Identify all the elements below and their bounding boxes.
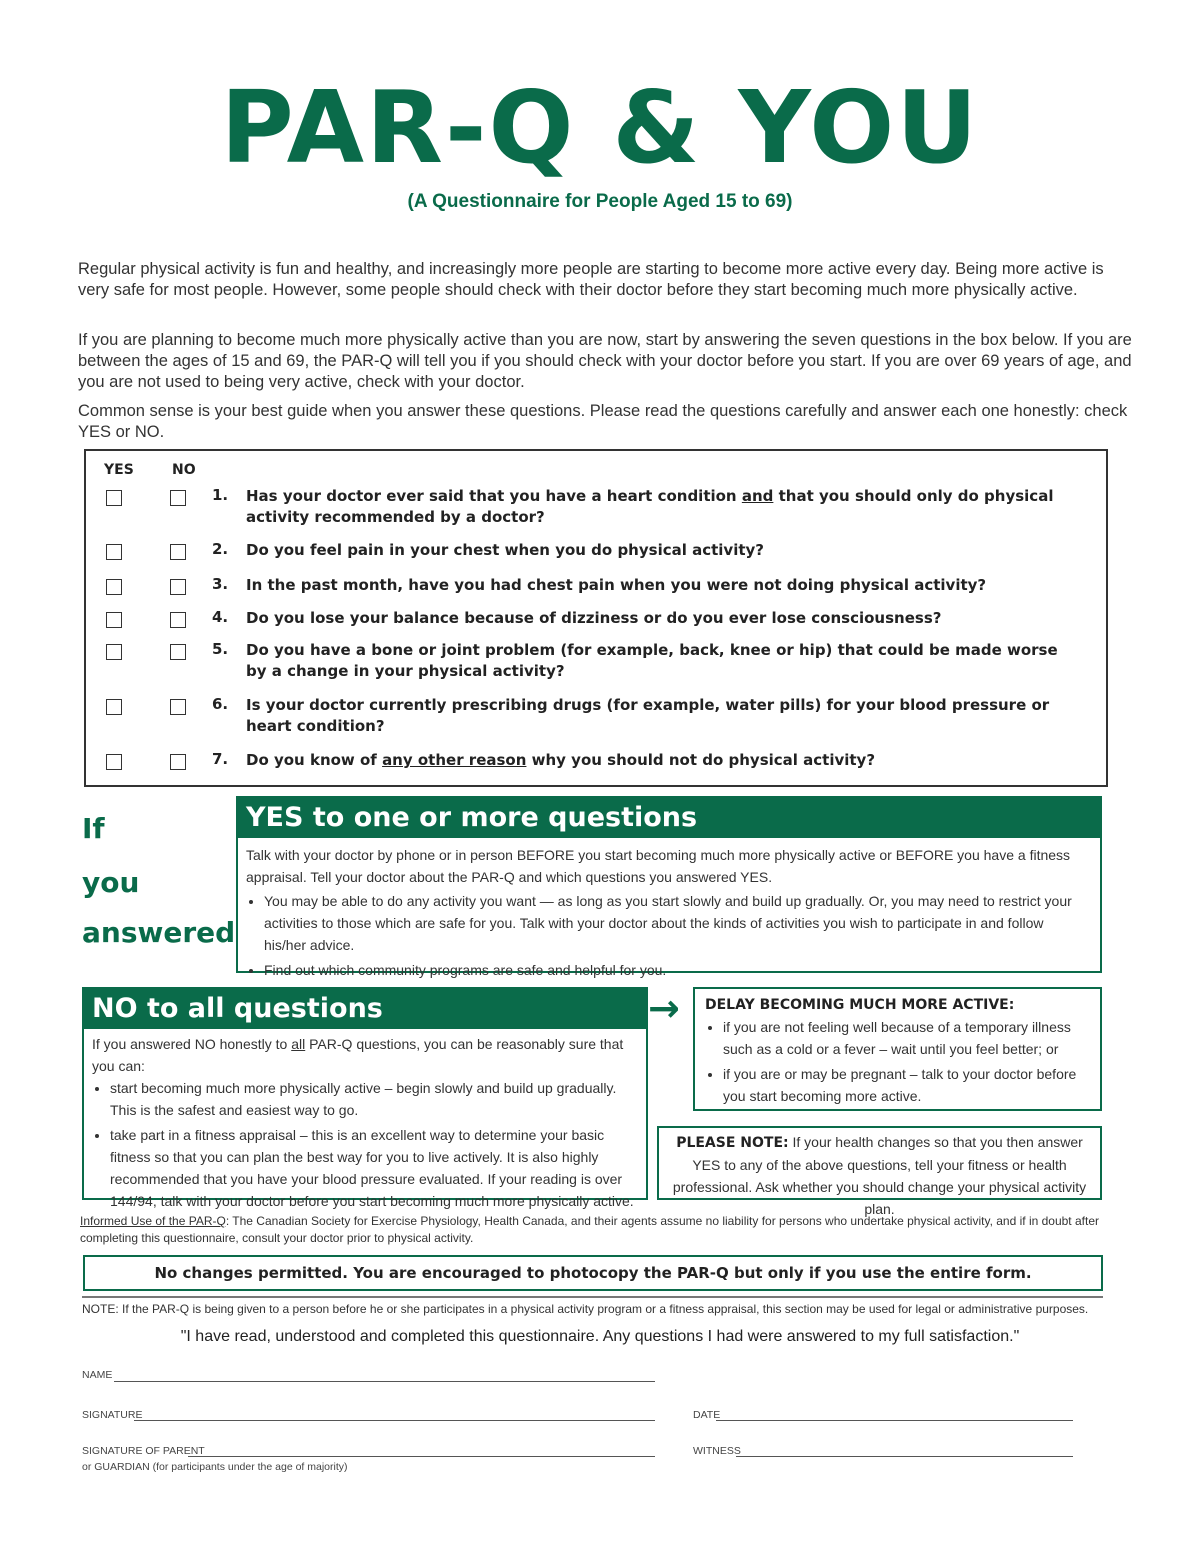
name-label: NAME xyxy=(82,1369,113,1381)
question-text-part: that you should only do physical activity recommended by a doctor? xyxy=(246,487,1054,526)
date-field[interactable] xyxy=(716,1420,1073,1421)
no-panel-intro-post: PAR-Q questions, you can be reasonably sure that you can: xyxy=(92,1036,624,1074)
question-text-part: Has your doctor ever said that you have a heart condition xyxy=(246,487,742,505)
legal-note: NOTE: If the PAR-Q is being given to a person before he or she participates in a physical activity program or a fitness appraisal, this section may be used for legal or administrative purposes. xyxy=(82,1302,1089,1316)
signature-field[interactable] xyxy=(134,1420,655,1421)
name-field[interactable] xyxy=(114,1381,655,1382)
yes-checkbox[interactable] xyxy=(106,612,122,628)
question-number: 6. xyxy=(212,695,229,713)
question-number: 1. xyxy=(212,486,229,504)
signature-label: SIGNATURE xyxy=(82,1409,143,1421)
no-panel-intro-pre: If you answered NO honestly to xyxy=(92,1036,292,1052)
parent-signature-field[interactable] xyxy=(188,1456,655,1457)
page-subtitle: (A Questionnaire for People Aged 15 to 69) xyxy=(407,191,793,212)
question-text-part: In the past month, have you had chest pain when you were not doing physical activity? xyxy=(246,576,987,594)
no-panel-heading: NO to all questions xyxy=(84,989,646,1029)
yes-panel-intro: Talk with your doctor by phone or in person BEFORE you start becoming much more physically active or BEFORE you have a fitness appraisal. Tell your doctor about the PAR-Q and which questions you answered YES. xyxy=(246,847,1071,885)
no-checkbox[interactable] xyxy=(170,490,186,506)
please-note-body xyxy=(659,1128,1100,1220)
no-changes-notice: No changes permitted. You are encouraged to photocopy the PAR-Q but only if you use the entire form. xyxy=(83,1255,1103,1291)
please-note-panel xyxy=(657,1126,1102,1217)
yes-panel-bullet-1: • You may be able to do any activity you want — as long as you start slowly and build up gradually. Or, you may need to restrict your activities to those which are safe for you. Talk with your doctor about the kinds of activities you wish to participate in and follow his/her advice. xyxy=(264,890,1080,956)
delay-panel xyxy=(693,987,1102,1111)
no-panel xyxy=(82,987,648,1209)
yes-checkbox[interactable] xyxy=(106,579,122,595)
question-text xyxy=(246,540,1076,561)
side-label-if: If xyxy=(82,812,105,845)
question-text-underlined: any other reason xyxy=(382,751,527,769)
yes-column-header: YES xyxy=(104,462,134,478)
yes-checkbox[interactable] xyxy=(106,754,122,770)
delay-panel-heading: DELAY BECOMING MUCH MORE ACTIVE: xyxy=(705,997,1015,1013)
no-checkbox[interactable] xyxy=(170,754,186,770)
side-label-you: you xyxy=(82,866,140,899)
arrow-right-icon: → xyxy=(648,986,680,1030)
yes-checkbox[interactable] xyxy=(106,490,122,506)
yes-panel-heading: YES to one or more questions xyxy=(238,798,1100,838)
no-panel-bullet-1: • start becoming much more physically active – begin slowly and build up gradually. This is the safest and easiest way to go. xyxy=(110,1077,636,1121)
yes-checkbox[interactable] xyxy=(106,699,122,715)
question-number: 3. xyxy=(212,575,229,593)
section-divider xyxy=(82,1296,1103,1298)
witness-field[interactable] xyxy=(736,1456,1073,1457)
no-checkbox[interactable] xyxy=(170,544,186,560)
question-text xyxy=(246,640,1076,682)
question-text-part: Do you lose your balance because of dizziness or do you ever lose consciousness? xyxy=(246,609,942,627)
informed-use-label: Informed Use of the PAR-Q xyxy=(80,1214,226,1228)
witness-label: WITNESS xyxy=(693,1445,741,1457)
question-text xyxy=(246,750,1076,771)
date-label: DATE xyxy=(693,1409,721,1421)
parent-signature-label: SIGNATURE OF PARENT xyxy=(82,1445,205,1457)
parent-signature-sublabel: or GUARDIAN (for participants under the age of majority) xyxy=(82,1461,348,1473)
no-panel-intro xyxy=(92,1033,636,1077)
yes-panel xyxy=(236,796,1102,978)
question-number: 2. xyxy=(212,540,229,558)
no-checkbox[interactable] xyxy=(170,699,186,715)
no-column-header: NO xyxy=(172,462,196,478)
intro-paragraph-3: Common sense is your best guide when you answer these questions. Please read the questions carefully and answer each one honestly: check YES or NO. xyxy=(78,402,1128,441)
no-panel-bullet-2: • take part in a fitness appraisal – this is an excellent way to determine your basic fitness so that you can plan the best way for you to live actively. It is also highly recommended that you have your blood pressure evaluated. If your reading is over 144/94, talk with your doctor before you start becoming much more physically active. xyxy=(110,1124,636,1212)
page-title: PAR-Q & YOU xyxy=(220,69,980,186)
no-panel-intro-underlined: all xyxy=(291,1036,306,1052)
please-note-text: If your health changes so that you then answer YES to any of the above questions, tell your fitness or health professional. Ask whether you should change your physical activity plan. xyxy=(672,1134,1087,1217)
declaration-statement: "I have read, understood and completed this questionnaire. Any questions I had were answered to my full satisfaction." xyxy=(180,1328,1020,1345)
question-text-part: Do you know of xyxy=(246,751,383,769)
question-text xyxy=(246,575,1076,596)
yes-panel-body xyxy=(238,838,1100,981)
informed-use-text xyxy=(80,1213,1105,1247)
please-note-label: PLEASE NOTE: xyxy=(676,1135,789,1151)
intro-paragraph-1: Regular physical activity is fun and healthy, and increasingly more people are starting to become more active every day. Being more active is very safe for most people. However, some people should check with their doctor before they start becoming much more physically active. xyxy=(78,260,1104,299)
question-number: 5. xyxy=(212,640,229,658)
delay-panel-body xyxy=(695,989,1100,1107)
yes-panel-bullet-2: • Find out which community programs are safe and helpful for you. xyxy=(264,959,1080,981)
intro-paragraph-2: If you are planning to become much more physically active than you are now, start by answering the seven questions in the box below. If you are between the ages of 15 and 69, the PAR-Q will tell you if you should check with your doctor before you start. If you are over 69 years of age, and you are not used to being very active, check with your doctor. xyxy=(78,331,1132,391)
no-checkbox[interactable] xyxy=(170,612,186,628)
question-number: 7. xyxy=(212,750,229,768)
question-text-part: Do you feel pain in your chest when you do physical activity? xyxy=(246,541,764,559)
no-checkbox[interactable] xyxy=(170,579,186,595)
delay-panel-bullet-2: • if you are or may be pregnant – talk to your doctor before you start becoming more active. xyxy=(723,1063,1092,1107)
no-checkbox[interactable] xyxy=(170,644,186,660)
question-text xyxy=(246,695,1076,737)
yes-checkbox[interactable] xyxy=(106,544,122,560)
question-text xyxy=(246,486,1076,528)
question-number: 4. xyxy=(212,608,229,626)
question-text-part: why you should not do physical activity? xyxy=(526,751,876,769)
question-text-underlined: and xyxy=(741,487,774,505)
informed-use-body: : The Canadian Society for Exercise Physiology, Health Canada, and their agents assume no liability for persons who undertake physical activity, and if in doubt after completing this questionnaire, consult your doctor prior to physical activity. xyxy=(80,1214,1099,1245)
side-label-answered: answered xyxy=(82,916,236,949)
no-panel-body xyxy=(84,1029,646,1212)
question-text-part: Is your doctor currently prescribing drugs (for example, water pills) for your blood pressure or heart condition? xyxy=(246,696,1050,735)
delay-panel-bullet-1: • if you are not feeling well because of a temporary illness such as a cold or a fever – wait until you feel better; or xyxy=(723,1016,1092,1060)
question-text-part: Do you have a bone or joint problem (for example, back, knee or hip) that could be made worse by a change in your physical activity? xyxy=(246,641,1058,680)
yes-checkbox[interactable] xyxy=(106,644,122,660)
question-text xyxy=(246,608,1076,629)
